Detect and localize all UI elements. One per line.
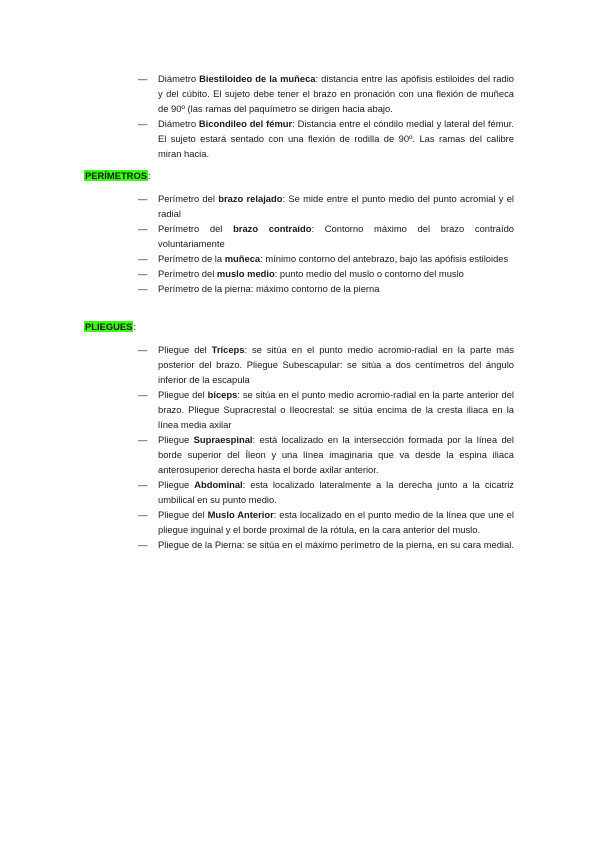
- item-term: Supraespinal: [193, 434, 253, 445]
- dash-bullet: —: [138, 344, 148, 355]
- list-item: [0, 281, 514, 296]
- item-text: Perímetro del: [158, 223, 234, 234]
- section-heading-pliegues: [84, 320, 136, 333]
- list-item: [0, 387, 514, 432]
- list-item: [0, 477, 514, 507]
- heading-colon: :: [133, 321, 137, 332]
- item-text: Pliegue del: [158, 389, 208, 400]
- list-item: [0, 432, 514, 477]
- list-item: [0, 251, 514, 266]
- list-item: [0, 71, 514, 116]
- list-item: [0, 221, 514, 251]
- dash-bullet: —: [138, 479, 148, 490]
- item-term: brazo contraído: [233, 223, 312, 234]
- item-term: muñeca: [224, 253, 261, 264]
- item-term: Abdominal: [194, 479, 243, 490]
- perimeters-list: [0, 191, 514, 296]
- item-term: Biestiloideo de la muñeca: [199, 73, 316, 84]
- item-text: Pliegue del: [158, 344, 212, 355]
- item-term: brazo relajado: [218, 193, 283, 204]
- item-text: : esta localizado lateralmente a la derecha junto a la cicatriz umbilical en su punto medio.: [158, 479, 514, 505]
- item-text: Diámetro: [158, 118, 199, 129]
- item-text: Perímetro del: [158, 193, 219, 204]
- list-item: [0, 266, 514, 281]
- item-text: : Contorno máximo del brazo contraído voluntariamente: [158, 223, 514, 249]
- highlighted-heading: PERÍMETROS: [85, 170, 147, 181]
- dash-bullet: —: [138, 193, 148, 204]
- item-text: Pliegue del: [158, 509, 208, 520]
- dash-bullet: —: [138, 253, 148, 264]
- item-text: Pliegue: [158, 434, 194, 445]
- item-text: : punto medio del muslo o contorno del muslo: [274, 268, 464, 279]
- item-text: : Se mide entre el punto medio del punto acromial y el radial: [158, 193, 514, 219]
- item-term: Bicondileo del fémur: [198, 118, 293, 129]
- dash-bullet: —: [138, 223, 148, 234]
- item-text: Perímetro de la pierna: máximo contorno de la pierna: [158, 283, 380, 294]
- section-heading-perimetros: [84, 169, 151, 182]
- item-text: Diámetro: [158, 73, 200, 84]
- item-text: Pliegue: [158, 479, 195, 490]
- list-item: [0, 507, 514, 537]
- highlighted-heading: PLIEGUES: [85, 321, 133, 332]
- item-term: muslo medio: [216, 268, 275, 279]
- item-term: bíceps: [207, 389, 238, 400]
- heading-colon: :: [148, 170, 151, 181]
- skinfolds-list: [0, 342, 514, 552]
- item-text: : está localizado en la intersección formada por la línea del borde superior del Íleon y una línea imaginaria que va desde la espina iliaca anterosuperior derecha hasta el borde axilar anterior.: [158, 434, 514, 475]
- item-text: : se sitúa en el punto medio acromio-radial en la parte anterior del brazo. Pliegue Supracrestal o Ileocrestal: se sitúa encima de la cresta iliaca en la línea media axilar: [158, 389, 514, 430]
- dash-bullet: —: [138, 389, 148, 400]
- dash-bullet: —: [138, 539, 148, 550]
- list-item: [0, 116, 514, 161]
- list-item: [0, 342, 514, 387]
- item-text: : Distancia entre el cóndilo medial y lateral del fémur. El sujeto estará sentado con una flexión de rodilla de 90º. Las ramas del calibre miran hacia.: [158, 118, 514, 159]
- dash-bullet: —: [138, 118, 148, 129]
- list-item: [0, 537, 514, 552]
- item-term: Tríceps: [211, 344, 245, 355]
- item-text: Perímetro del: [158, 268, 217, 279]
- list-item: [0, 191, 514, 221]
- dash-bullet: —: [138, 268, 148, 279]
- dash-bullet: —: [138, 434, 148, 445]
- dash-bullet: —: [138, 73, 148, 84]
- item-text: Perímetro de la: [158, 253, 225, 264]
- item-text: Pliegue de la Pierna: se sitúa en el máximo perímetro de la pierna, en su cara medial.: [158, 539, 514, 550]
- item-text: : se sitúa en el punto medio acromio-radial en la parte más posterior del brazo. Pliegue Subescapular: se sitúa a dos centímetros del ángulo inferior de la escapula: [158, 344, 514, 385]
- dash-bullet: —: [138, 283, 148, 294]
- item-text: : esta localizado en el punto medio de la línea que une el pliegue inguinal y el borde proximal de la rótula, en la cara anterior del muslo.: [158, 509, 514, 535]
- item-term: Muslo Anterior: [207, 509, 274, 520]
- dash-bullet: —: [138, 509, 148, 520]
- item-text: : mínimo contorno del antebrazo, bajo las apófisis estiloides: [260, 253, 509, 264]
- item-text: : distancia entre las apófisis estiloides del radio y del cúbito. El sujeto debe tener el brazo en pronación con una flexión de muñeca de 90º (las ramas del paquímetro se dirigen hacia abajo.: [158, 73, 515, 114]
- diameters-list: [0, 71, 514, 161]
